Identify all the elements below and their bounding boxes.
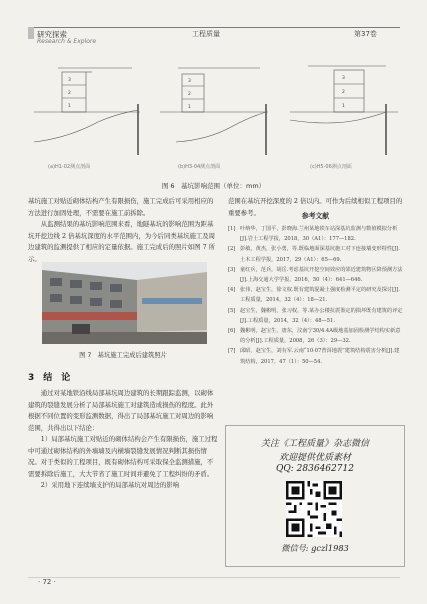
reference-number: [1]	[228, 226, 236, 232]
building-photo	[42, 262, 207, 344]
svg-text:3: 3	[342, 76, 345, 81]
paragraph: 通过对某地铁沿线局部基坑周边建筑的长期跟踪监测，以砌体建筑的裂缝发展分析了局部基坑施工对建筑造成损伤的程度。此外根据不同位置的变形监测数据，得出了局部基坑施工对周边的影响范围，共得出以下结论：	[28, 389, 214, 432]
page-number: · 72 ·	[38, 578, 56, 586]
paragraph: 从监测结果的基坑影响范围来看，地隧基坑的影响范围为距基坑开挖边线 2 倍基坑深度的水平范围内，为今后同类基坑施工及周边建筑的监测提供了相应的定量依据。施工完成后的照片如图 7 所示。	[28, 220, 216, 263]
conclusion-text	[28, 388, 218, 492]
reference-item	[228, 346, 403, 366]
references-list	[228, 224, 403, 367]
header-rule	[28, 27, 400, 28]
paragraph: 2）采用地下连续墙支护的局部基坑对周边的影响	[40, 481, 180, 489]
reference-text: 邱昭，赵宝生，刘有军.云南“10·07普洱地震”建筑结构震害分析[J].建筑结构，2017，47（1）：50—54.	[240, 348, 400, 365]
reference-text: 赵宝生，魏彬明，张习权，等.某办公楼抗震鉴定的损坏既有建筑的评定[J].工程质量，2014，32（4）：48—51.	[240, 307, 403, 324]
reference-number: [6]	[228, 328, 236, 335]
svg-text:2: 2	[188, 92, 191, 97]
running-header	[0, 0, 427, 46]
promo-follow: 关注《工程质量》杂志微信	[260, 439, 369, 449]
subcaption-b: (b)H3-04测点剖面	[178, 164, 221, 170]
reference-text: 童红兵，范兵，胡岳.考虑基坑开挖空间效应的邻近建筑物区降预测方法[J].上海交通大学学报，2016，50（4）：641—646.	[240, 266, 403, 284]
svg-text:2: 2	[342, 90, 345, 95]
reference-item	[228, 265, 403, 285]
subcaption-c: (c)H5-06测点剖面	[310, 164, 352, 170]
reference-item	[228, 306, 403, 326]
promo-wechat-id: 微信号: gczl1983	[281, 543, 349, 553]
reference-item	[228, 244, 403, 264]
promo-qq: QQ: 2836462712	[276, 464, 354, 474]
svg-text:1: 1	[342, 104, 345, 109]
reference-item	[228, 326, 403, 346]
svg-text:1: 1	[68, 104, 71, 109]
reference-number: [4]	[228, 287, 236, 294]
left-column-text-top	[28, 196, 218, 265]
figure-6	[28, 60, 400, 175]
reference-text: 彭敏，黄杰，张小勇，等.既临地面深基坑施工对下连接墙变形特性[J].土木工程学报，2017，29（A1）：65—69.	[240, 246, 400, 263]
reference-text: 魏彬明，赵宝生，唐东，汶南宁30/4.4A级地基加固检测学结构实新意的分析[J].工程质量，2008，26（3）：29—32.	[240, 328, 401, 345]
paragraph: 1）局部基坑施工对贴近的砌体结构会产生有限损伤，施工过程中可通过砌体结构的外墙墙及内横墙裂缝发展情况判断其损伤情况。对于类似的工程项目，既有砌体结构可采取保全监测措施，不需要拆除后施工，大大节省了施工时间并避免了工程纠纷的矛盾。	[28, 435, 218, 478]
svg-text:3: 3	[68, 78, 71, 83]
references-title: 参考文献	[301, 212, 330, 220]
reference-number: [7]	[228, 348, 236, 355]
reference-item	[228, 224, 403, 244]
column-title-en: Research & Explore	[37, 38, 97, 45]
reference-number: [2]	[228, 246, 236, 253]
figure-7-caption: 图 7 基坑施工完成后建筑照片	[79, 352, 167, 359]
paragraph: 基坑施工对贴近砌体结构产生有限损伤，施工完成后可采用相应的方法进行加固处理，不需要在施工前拆除。	[28, 197, 214, 217]
figure-6-drawings	[28, 60, 400, 160]
section-heading: 3 结 论	[28, 373, 71, 383]
reference-number: [3]	[228, 266, 236, 273]
building-photo-illustration	[42, 262, 207, 344]
column-marker	[28, 27, 34, 39]
journal-name: 工程质量	[192, 30, 220, 38]
wechat-promo-box	[225, 425, 405, 567]
volume-label: 第37卷	[354, 30, 377, 38]
paragraph: 范围在基坑开挖深度的 2 倍以内。可作为后续相似工程项目的重要参考。	[228, 197, 403, 217]
column-title: 研究探索	[37, 30, 67, 39]
subcaption-a: (a)H1-02测点剖面	[48, 164, 91, 170]
reference-text: 叶纳华，丁国平，彭晓海.兰州某地铁车站深基坑监测与数值模拟分析[J].岩土工程学报，2018，30（A1）：177—182.	[240, 226, 398, 243]
reference-item	[228, 285, 403, 305]
svg-text:2: 2	[68, 91, 71, 96]
reference-number: [5]	[228, 307, 236, 314]
promo-welcome: 欢迎提供优质素材	[278, 453, 351, 463]
figure-6-caption: 图 6 基坑影响范围（单位：mm）	[161, 182, 266, 190]
qr-code-icon[interactable]	[286, 481, 342, 537]
footer-rule	[28, 577, 400, 578]
reference-text: 张伟，赵宝生，徐文权.既有建筑混凝土强度检测平定的研究及探讨[J].工程质量，2014，32（4）：18—21.	[240, 287, 400, 304]
svg-text:1: 1	[188, 105, 191, 110]
svg-text:3: 3	[188, 79, 191, 84]
